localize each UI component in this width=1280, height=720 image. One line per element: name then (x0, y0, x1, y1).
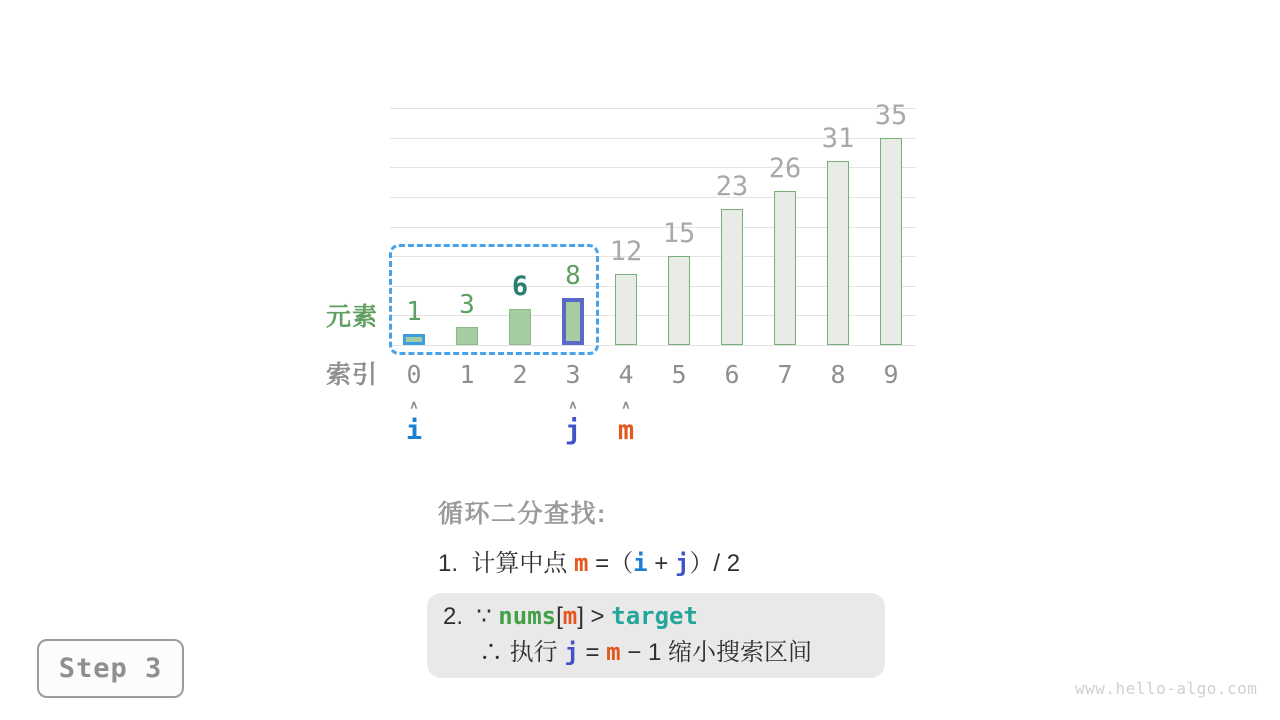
bar-index-5 (668, 256, 690, 345)
index-label-0: 0 (406, 360, 422, 389)
watermark: www.hello-algo.com (1075, 679, 1258, 698)
bar-value-4: 12 (609, 236, 643, 267)
text: 1. 计算中点 (438, 550, 575, 577)
caption-line-2a (443, 601, 698, 632)
code-token-m: m (606, 638, 621, 666)
text: =（ (588, 550, 634, 577)
code-token-j: j (674, 549, 690, 577)
pointer-label-j: j (564, 415, 582, 446)
text: [ (556, 603, 563, 630)
text: = (578, 639, 607, 666)
bar-value-1: 3 (459, 290, 475, 320)
index-label-2: 2 (512, 360, 528, 389)
bar-value-0: 1 (406, 297, 422, 327)
pointer-label-i: i (405, 415, 423, 446)
text: ）/ 2 (689, 550, 741, 577)
pointer-label-m: m (617, 415, 635, 446)
bar-index-9 (880, 138, 902, 345)
index-label-9: 9 (883, 360, 899, 389)
bar-value-6: 23 (715, 171, 749, 202)
code-token-m: m (562, 602, 578, 630)
bar-value-8: 31 (821, 123, 855, 154)
step-indicator (37, 639, 184, 698)
bar-value-5: 15 (662, 218, 696, 249)
bar-index-4 (615, 274, 637, 345)
index-label-4: 4 (618, 360, 634, 389)
text: 2. ∵ (443, 603, 499, 630)
search-range-outline (389, 244, 599, 355)
gridline (390, 108, 916, 109)
bar-index-8 (827, 161, 849, 345)
index-label-3: 3 (565, 360, 581, 389)
text: ] > (577, 603, 612, 630)
text: + (647, 550, 675, 577)
pointer-arrow-j: ∧ (568, 397, 578, 412)
bar-value-7: 26 (768, 153, 802, 184)
bar-value-3: 8 (565, 261, 581, 291)
index-label-7: 7 (777, 360, 793, 389)
index-label-1: 1 (459, 360, 475, 389)
step-label: Step 3 (58, 653, 163, 684)
index-label-8: 8 (830, 360, 846, 389)
code-token-j: j (564, 638, 579, 666)
caption-heading: 循环二分查找: (438, 500, 607, 528)
pointer-arrow-i: ∧ (409, 397, 419, 412)
element-row-label: 元素 (325, 303, 378, 331)
code-token-m: m (574, 549, 589, 577)
code-token-i: i (633, 549, 648, 577)
caption-line-1 (438, 548, 740, 579)
index-row-label: 索引 (325, 361, 378, 389)
pointer-arrow-m: ∧ (621, 397, 631, 412)
bar-value-2: 6 (511, 271, 529, 302)
code-token-nums: nums (498, 602, 557, 630)
code-token-target: target (611, 602, 698, 630)
caption-line-2b (479, 637, 812, 668)
index-label-5: 5 (671, 360, 687, 389)
text: ∴ 执行 (479, 639, 565, 666)
bar-value-9: 35 (874, 100, 908, 131)
bar-index-6 (721, 209, 743, 345)
text: − 1 缩小搜索区间 (620, 639, 812, 666)
bar-index-7 (774, 191, 796, 345)
index-label-6: 6 (724, 360, 740, 389)
